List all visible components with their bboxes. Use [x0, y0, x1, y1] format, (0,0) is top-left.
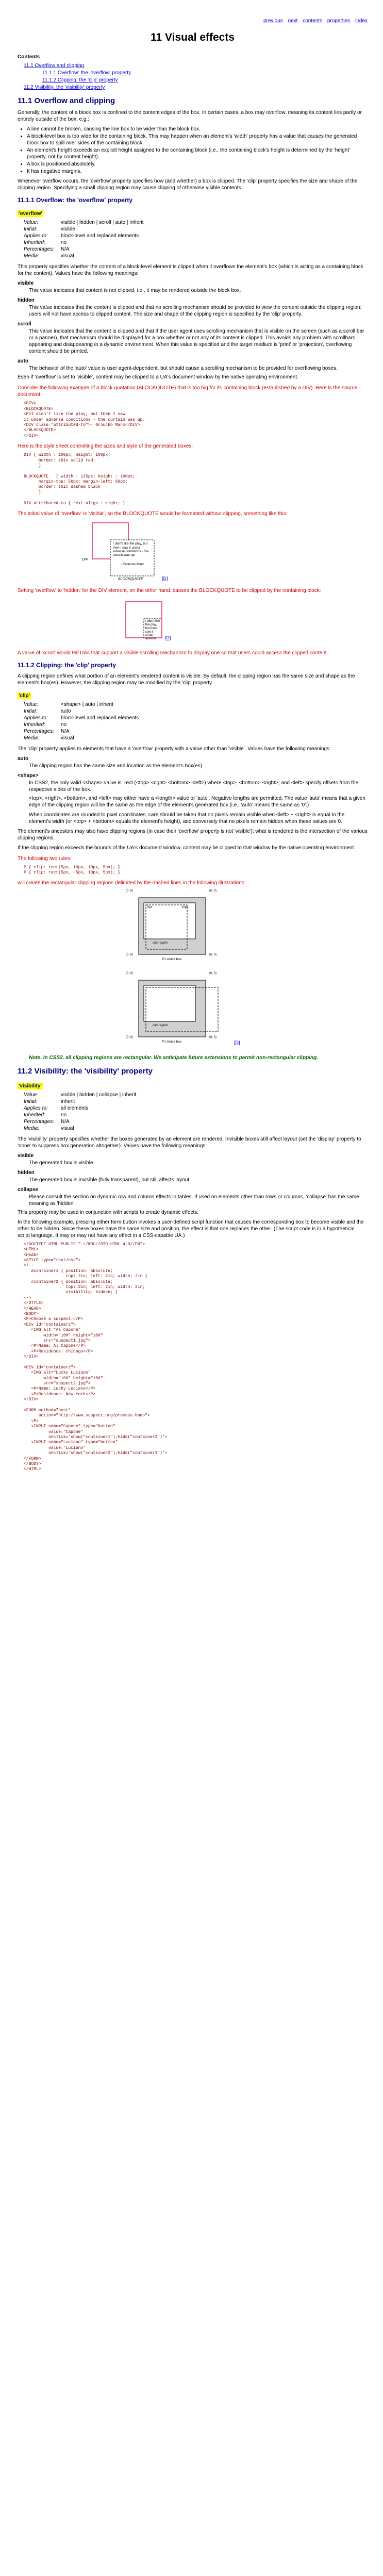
toc-link-clip-property[interactable]: 11.1.2 Clipping: the 'clip' property [42, 77, 118, 84]
value-description: Please consult the section on dynamic row and column effects in tables. If used on elements other than rows or columns, 'collapse' has the same meaning as 'hidden'. [29, 1194, 359, 1207]
table-row [24, 728, 142, 735]
def-key: Percentages: [24, 728, 54, 734]
def-key: Percentages: [24, 1118, 54, 1125]
coord-label: (0, 0) [126, 1036, 134, 1039]
paragraph: The element's ancestors may also have clipping regions (in case their 'overflow' property is not 'visible'); what is rendered is the intersection of the various clipping regions. [18, 828, 368, 841]
toc-link-overflow-property[interactable]: 11.1.1 Overflow: the 'overflow' property [42, 70, 131, 76]
example-text: Setting 'overflow' to 'hidden' for the DIV element, on the other hand, causes the BLOCKQUOTE to be clipped by the containing block: [18, 588, 321, 594]
def-value: no [61, 721, 67, 728]
table-of-contents [24, 62, 368, 91]
def-value: visual [61, 253, 74, 259]
clip-region-figure-1 [18, 889, 368, 967]
page-title: 11 Visual effects [150, 31, 235, 43]
example-text: A value of 'scroll' would tell UAs that support a visible scrolling mechanism to display one so that users could access the clipped content. [18, 650, 328, 656]
table-row [24, 226, 146, 233]
def-value: block-level and replaced elements [61, 233, 139, 239]
value-term: auto [18, 358, 29, 365]
table-row [24, 708, 142, 715]
figure-description-link[interactable]: [D] [234, 1040, 240, 1046]
overflow-values-list [18, 280, 368, 372]
def-key: Inherited: [24, 240, 45, 246]
property-definition-table [24, 1092, 139, 1132]
example-text: The following two rules: [18, 855, 72, 862]
coord-label: (0, 0) [126, 972, 134, 976]
def-key: Media: [24, 1125, 40, 1131]
value-term: hidden [18, 298, 35, 304]
value-term: <shape> [18, 772, 39, 779]
figure-blockquote-label: BLOCKQUOTE [118, 577, 143, 582]
value-term: scroll [18, 321, 31, 327]
offset-label: 5px [147, 906, 153, 910]
paragraph: <top>, <right>, <bottom>, and <left> may either have a <length> value or 'auto'. Negative lengths are permitted. The value 'auto' means that a given edge of the clipping region will be the same as the edge of the element's generated box (i.e., 'auto' means the same as '0'.) [29, 795, 365, 808]
table-row [24, 253, 146, 259]
def-key: Applies to: [24, 1105, 48, 1111]
value-term: visible [18, 280, 34, 287]
list-item: • It has negative margins. [27, 168, 368, 175]
offset-label: 10px [181, 906, 189, 910]
table-row [24, 246, 146, 253]
value-description: The generated box is visible. [29, 1160, 95, 1166]
def-key: Value: [24, 1092, 38, 1098]
clip-note: Note. In CSS2, all clipping regions are rectangular. We anticipate future extensions to permit non-rectangular clipping. [29, 1055, 319, 1061]
def-key: Inherited: [24, 721, 45, 728]
table-row [24, 1118, 139, 1125]
def-value: inherit [61, 1098, 75, 1104]
figure-attribution: - Groucho Marx [121, 563, 144, 567]
nav-previous-link[interactable]: previous [263, 18, 283, 24]
toc-item [24, 62, 368, 69]
section-heading-overflow-property: 11.1.1 Overflow: the 'overflow' property [18, 196, 133, 204]
def-key: Inherited: [24, 1112, 45, 1118]
coord-label: (0, 0) [126, 889, 134, 893]
clip-region-label: clip region [153, 941, 168, 945]
def-value: block-level and replaced elements [61, 715, 139, 721]
table-row [24, 239, 146, 246]
def-key: Initial: [24, 226, 38, 233]
paragraph: Whenever overflow occurs, the 'overflow' property specifies how (and whether) a box is clipped. The 'clip' property specifies the size and shape of the clipping region. Specifying a small clipping region may cause clipping of otherwise visible contents. [18, 178, 358, 191]
value-description: This value indicates that the content is clipped and that if the user agent uses scrolling mechanism that is visible on the screen (such as a scroll bar or a panner), that mechanism should be displayed for a box whether or not any of its content is clipped. This avoids any problem with scrollbars appearing and disappearing in a dynamic environment. When this value is specified and the target medium is 'print' or 'projection', overflowing content should be printed. [29, 328, 364, 355]
def-key: Media: [24, 253, 40, 259]
value-description: This value indicates that content is not clipped, i.e., it may be rendered outside the block box. [29, 288, 241, 294]
figure-clipped-quote: I didn't like the play, but then I saw it under adverse [145, 620, 160, 641]
block-box-label: P's block box [162, 1040, 182, 1044]
section-heading-clip-property: 11.1.2 Clipping: the 'clip' property [18, 662, 116, 669]
coord-label: (0, 0) [209, 953, 217, 957]
code-block-visibility-example: <!DOCTYPE HTML PUBLIC "-//W3C//DTD HTML 4.0//EN"> <HTML> <HEAD> <STYLE type="text/css"> <!-- #container1 { position: absolute; top: 2in; left: 2in; width: 2in } #container2 { position: absolute; top: 2in; left: 2in; width: 2in; visibility: hidden; } --> </STYLE> </HEAD> <BODY> <P>Choose a suspect:</P> <DIV id="container1"> <IMG alt="Al Capone" width="100" height="100" src="suspect1.jpg"> <P>Name: Al Capone</P> <P>Residence: Chicago</P> </DIV> <DIV id="container2"> <IMG alt="Lucky Luciano" width="100" height="100" src="suspect2.jpg"> <P>Name: Lucky Luciano</P> <P>Residence: New York</P> </DIV> <FORM method="post" action="http://www.suspect.org/process-bums"> <P> <INPUT name="Capone" type="button" value="Capone" onclick='show("container1");hide("container2")'> <INPUT name="Luciano" type="button" value="Luciano" onclick='show("container2");hide("container1")'> </FORM> </BODY> </HTML> [24, 1242, 168, 1472]
nav-next-link[interactable]: next [288, 18, 298, 24]
example-text: The initial value of 'overflow' is 'visible', so the BLOCKQUOTE would be formatted without clipping, something like this: [18, 511, 288, 517]
overflow-visible-figure [18, 520, 368, 582]
table-row [24, 1125, 139, 1132]
figure-div-label: DIV [82, 558, 88, 562]
value-description [29, 780, 368, 825]
figure-description-link[interactable]: [D] [165, 635, 171, 641]
figure-description-link[interactable]: [D] [162, 576, 168, 582]
def-key: Applies to: [24, 233, 48, 239]
def-value: N/A [61, 246, 70, 253]
value-description: The clipping region has the same size and location as the element's box(es). [29, 763, 204, 769]
def-key: Media: [24, 735, 40, 741]
property-name-clip: 'clip' [19, 692, 30, 699]
overflow-causes-list [27, 126, 368, 175]
paragraph: Generally, the content of a block box is confined to the content edges of the box. In certain cases, a box may overflow, meaning its content lies partly or entirely outside of the box, e.g.: [18, 109, 362, 122]
toc-link-overflow-clipping[interactable]: 11.1 Overflow and clipping [24, 63, 85, 69]
def-key: Value: [24, 220, 38, 226]
code-block-source: <DIV> <BLOCKQUOTE> <P>I didn't like the play, but then I saw it under adverse conditions - the curtain was up. <DIV class="attributed-to">- Groucho Marx</DIV> </BLOCKQUOTE> </DIV> [24, 401, 145, 438]
table-row [24, 1098, 139, 1105]
top-nav [18, 0, 368, 24]
list-item: • A line cannot be broken, causing the line box to be wider than the block box. [27, 126, 368, 133]
def-value: no [61, 1112, 67, 1118]
def-key: Percentages: [24, 246, 54, 253]
figure-quote-text: I didn't like the play, but then I saw it under adverse conditions - the curtain was up. [113, 542, 149, 557]
def-value: auto [61, 708, 71, 714]
table-row [24, 1092, 139, 1098]
coord-label: (0, 0) [209, 1036, 217, 1039]
paragraph: If the clipping region exceeds the bounds of the UA's document window, content may be clipped to that window by the native operating environment. [18, 845, 356, 851]
toc-item [42, 70, 368, 76]
contents-heading: Contents [18, 54, 40, 60]
example-text: Here is the style sheet controlling the sizes and style of the generated boxes: [18, 443, 193, 450]
block-box-label: P's block box [162, 957, 182, 962]
value-term: visible [18, 1152, 34, 1159]
table-row [24, 735, 142, 741]
value-term: hidden [18, 1169, 35, 1176]
section-heading-visibility: 11.2 Visibility: the 'visibility' property [18, 1067, 153, 1076]
table-row [24, 219, 146, 226]
value-term: auto [18, 755, 29, 762]
def-value: no [61, 240, 67, 246]
def-key: Applies to: [24, 715, 48, 721]
code-block-stylesheet: DIV { width : 100px; height: 100px; border: thin solid red; } BLOCKQUOTE { width : 125px; height : 100px; margin-top: 50px; margin-left: 50px; border: thin dashed black } DIV.attributed-to { text-align : right; } [24, 453, 136, 506]
value-description: The generated box is invisible (fully transparent), but still affects layout. [29, 1177, 191, 1183]
def-value: visible | hidden | collapse | inherit [61, 1092, 137, 1098]
def-value: N/A [61, 728, 70, 734]
section-heading-overflow-clipping: 11.1 Overflow and clipping [18, 96, 115, 106]
def-value: <shape> | auto | inherit [61, 701, 113, 707]
example-text: will create the rectangular clipping regions delimited by the dashed lines in the following illustrations: [18, 880, 246, 886]
content-shape [144, 985, 195, 1021]
visibility-values-list [18, 1152, 368, 1207]
paragraph: When coordinates are rounded to pixel coordinates, care should be taken that no pixels remain visible when <left> + <right> is equal to the element's width (or <top> + <bottom> equals the element's height), and conversely that no pixels remain hidden when these values are 0. [29, 812, 345, 824]
def-value: visual [61, 1125, 74, 1131]
coord-label: (0, 0) [209, 889, 217, 893]
nav-index-link[interactable]: index [355, 18, 368, 24]
toc-link-visibility[interactable]: 11.2 Visibility: the 'visibility' property [24, 85, 105, 91]
coord-label: (0, 0) [126, 953, 134, 957]
toc-item [24, 84, 368, 91]
list-item: • An element's height exceeds an explicit height assigned to the containing block (i.e., the containing block's height is determined by the 'height' property, not by content height). [27, 147, 368, 160]
nav-properties-link[interactable]: properties [327, 18, 351, 24]
coord-label: (0, 0) [209, 972, 217, 976]
list-item: • A box is positioned absolutely. [27, 161, 368, 168]
table-row [24, 701, 142, 708]
def-value: N/A [61, 1118, 70, 1125]
def-key: Value: [24, 701, 38, 707]
property-name-visibility: 'visibility' [19, 1083, 42, 1089]
def-value: visual [61, 735, 74, 741]
example-text: Consider the following example of a block quotation (BLOCKQUOTE) that is too big for its containing block (established by a DIV). Here is the source document: [18, 385, 358, 398]
clip-region-figure-2 [18, 972, 368, 1049]
property-definition-table [24, 701, 142, 741]
table-row [24, 715, 142, 721]
paragraph: A clipping region defines what portion of an element's rendered content is visible. By default, the clipping region has the same size and shape as the element's box(es). However, the clipping region may be modified by the 'clip' property. [18, 673, 355, 686]
toc-item [42, 77, 368, 84]
def-value: visible [61, 226, 75, 233]
def-value: all elements [61, 1105, 89, 1111]
table-row [24, 1112, 139, 1118]
code-block-clip-rules: P { clip: rect(5px, 10px, 10px, 5px); } P { clip: rect(5px, -5px, 10px, 5px); } [24, 865, 121, 876]
table-row [24, 233, 146, 239]
value-term: collapse [18, 1186, 39, 1193]
list-item: • A block-level box is too wide for the containing block. This may happen when an element's 'width' property has a value that causes the generated block box to spill over sides of the containing block. [27, 133, 368, 146]
clip-region-label: clip region [153, 1023, 168, 1028]
paragraph: In the following example, pressing either form button invokes a user-defined script function that causes the corresponding box to become visible and the other to be hidden. Since these boxes have the same size and position, the effect is that one replaces the other. (The script code is in a hypothetical script language. It may or may not have any effect in a CSS-capable UA.) [18, 1219, 364, 1239]
property-definition-table [24, 219, 146, 259]
paragraph: Even if 'overflow' is set to 'visible', content may be clipped to a UA's document window by the native operating environment. [18, 374, 298, 381]
value-description-text: In CSS2, the only valid <shape> value is: rect (<top> <right> <bottom> <left>) where <top>, <bottom> <right>, and <left> specify offsets from the respective sides of the box. [29, 780, 359, 792]
value-description: The behavior of the 'auto' value is user agent-dependent, but should cause a scrolling mechanism to be provided for overflowing boxes. [29, 366, 338, 372]
value-description: This value indicates that the content is clipped and that no scrolling mechanism should be provided to view the content outside the clipping region; users will not have access to clipped content. The size and shape of the clipping region is specified by the 'clip' property. [29, 305, 362, 318]
property-name-overflow: 'overflow' [19, 211, 42, 217]
paragraph: The 'clip' property applies to elements that have a 'overflow' property with a value other than 'visible'. Values have the following meanings: [18, 746, 331, 752]
def-key: Initial: [24, 1098, 38, 1104]
paragraph: The 'visibility' property specifies whether the boxes generated by an element are rendered. Invisible boxes still affect layout (set the 'display' property to 'none' to suppress box generation altogether). Values have the following meanings: [18, 1136, 361, 1149]
paragraph: This property specifies whether the content of a block-level element is clipped when it overflows the element's box (which is acting as a containing block for the content). Values have the following meanings: [18, 264, 363, 277]
overflow-hidden-figure [18, 597, 368, 645]
def-value: visible | hidden | scroll | auto | inherit [61, 220, 144, 226]
nav-contents-link[interactable]: contents [303, 18, 323, 24]
table-row [24, 721, 142, 728]
clip-values-list [18, 755, 368, 825]
def-key: Initial: [24, 708, 38, 714]
table-row [24, 1105, 139, 1112]
paragraph: This property may be used in conjunction with scripts to create dynamic effects. [18, 1209, 199, 1215]
